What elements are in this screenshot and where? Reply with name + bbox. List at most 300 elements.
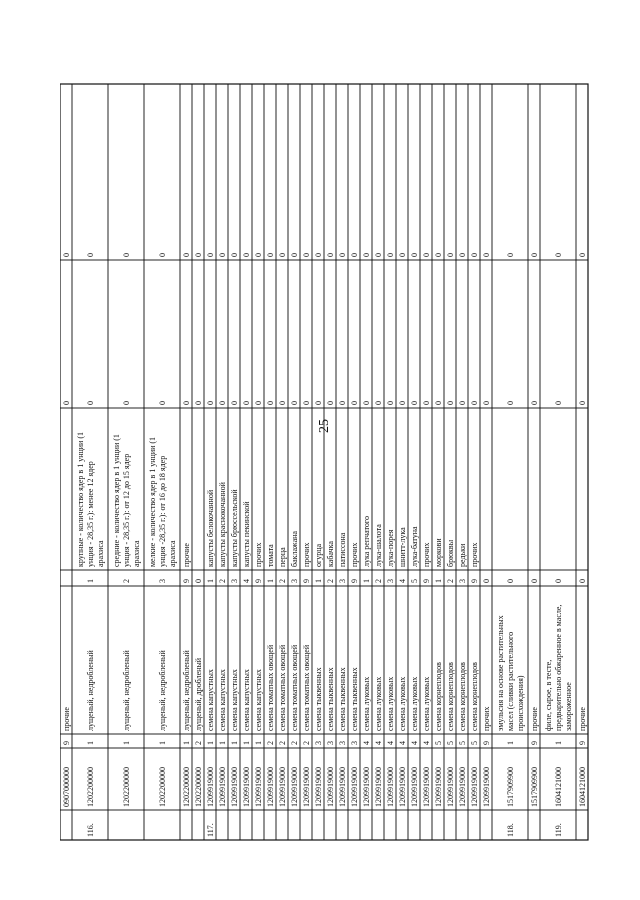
- cell-text-d: [398, 741, 407, 745]
- cell-text-sub: [422, 543, 431, 567]
- table-cell: [60, 260, 72, 408]
- cell-line: 3: [338, 741, 347, 745]
- cell-line: семена капустных: [206, 669, 215, 731]
- cell-text-v1: [302, 401, 311, 405]
- cell-line: прочие: [182, 543, 191, 567]
- cell-line: 5: [446, 741, 455, 745]
- cell-line: 1209919000: [254, 767, 263, 807]
- cell-line: 0: [206, 401, 215, 405]
- cell-text-d: [326, 741, 335, 745]
- table-cell: [408, 260, 420, 408]
- table-cell: [336, 810, 348, 840]
- table-cell: [180, 84, 192, 260]
- table-cell: [312, 260, 324, 408]
- cell-text-v1: [326, 401, 335, 405]
- cell-text-sub: [362, 516, 371, 567]
- cell-line: 1202200000: [122, 767, 131, 807]
- cell-text-d2: [350, 579, 359, 583]
- cell-line: 3: [386, 579, 395, 583]
- cell-line: 1: [86, 741, 95, 745]
- cell-text-v2: [62, 253, 71, 257]
- cell-line: лущеный, недробленый: [122, 650, 131, 731]
- table-cell: [540, 260, 576, 408]
- cell-text-code: [446, 767, 455, 807]
- cell-line: унция - 28,35 г.): менее 12 ядер: [86, 461, 95, 567]
- cell-line: 1202200000: [194, 767, 203, 807]
- table-cell: [180, 810, 192, 840]
- cell-text-name: [362, 677, 371, 731]
- cell-text-v1: [506, 401, 515, 405]
- cell-line: 1: [122, 741, 131, 745]
- cell-text-d: [374, 741, 383, 745]
- cell-line: 2: [218, 579, 227, 583]
- cell-line: 3: [314, 741, 323, 745]
- cell-text-v2: [290, 253, 299, 257]
- table-cell: [336, 260, 348, 408]
- cell-text-v1: [182, 401, 191, 405]
- cell-line: семена капустных: [254, 669, 263, 731]
- cell-line: 2: [290, 741, 299, 745]
- table-cell: [312, 84, 324, 260]
- table-cell: [480, 260, 492, 408]
- cell-text-code: [506, 767, 515, 807]
- cell-line: 1209919000: [326, 767, 335, 807]
- cell-line: унция - 28,35 г.): от 12 до 15 ядер: [122, 453, 131, 567]
- cell-line: 0: [362, 253, 371, 257]
- cell-line: 3: [290, 579, 299, 583]
- cell-text-code: [242, 767, 251, 807]
- cell-text-sub: [386, 529, 395, 567]
- table-cell: [384, 810, 396, 840]
- table-cell: [228, 84, 240, 260]
- cell-line: прочих: [254, 542, 263, 567]
- cell-text-v2: [278, 253, 287, 257]
- cell-line: 0: [506, 253, 515, 257]
- cell-text-d: [218, 741, 227, 745]
- cell-text-code: [482, 767, 491, 807]
- cell-text-no: [554, 823, 563, 837]
- cell-text-d: [230, 741, 239, 745]
- cell-text-name: [422, 677, 431, 731]
- cell-text-name: [62, 707, 71, 731]
- cell-line: капусты брюссельской: [230, 489, 239, 567]
- cell-text-sub: [458, 543, 467, 567]
- cell-line: арахиса: [132, 540, 141, 567]
- cell-text-d: [350, 741, 359, 745]
- cell-text-sub: [206, 489, 215, 567]
- cell-text-name: [398, 677, 407, 731]
- cell-text-d: [530, 741, 539, 745]
- cell-text-name: [242, 669, 251, 731]
- table-cell: [240, 84, 252, 260]
- cell-text-code: [194, 767, 203, 807]
- cell-line: 0: [374, 253, 383, 257]
- cell-text-sub: [278, 547, 287, 567]
- cell-line: шнитт-лука: [398, 527, 407, 567]
- cell-text-no: [206, 823, 215, 837]
- cell-line: лука-порея: [386, 529, 395, 567]
- cell-text-name: [314, 667, 323, 731]
- cell-text-v1: [434, 401, 443, 405]
- table-cell: [468, 84, 480, 260]
- table-cell: [108, 84, 144, 260]
- cell-text-sub: [230, 489, 239, 567]
- cell-line: 9: [350, 579, 359, 583]
- cell-line: семена капустных: [230, 669, 239, 731]
- cell-line: 0: [182, 401, 191, 405]
- cell-line: 1: [314, 579, 323, 583]
- cell-text-no: [506, 823, 515, 837]
- cell-line: 0: [434, 253, 443, 257]
- cell-line: 1209919000: [278, 767, 287, 807]
- cell-line: капусты пекинской: [242, 501, 251, 567]
- cell-line: 1209919000: [410, 767, 419, 807]
- table-cell: [60, 810, 72, 840]
- cell-line: 0: [530, 401, 539, 405]
- table-cell: [276, 408, 288, 570]
- table-cell: [276, 260, 288, 408]
- table-cell: [528, 810, 540, 840]
- cell-line: 119.: [554, 823, 563, 837]
- cell-line: 0: [350, 401, 359, 405]
- cell-text-d: [422, 741, 431, 745]
- cell-text-d: [158, 741, 167, 745]
- cell-text-v2: [422, 253, 431, 257]
- cell-line: филе, сырое, в тесте,: [544, 659, 553, 731]
- cell-text-v1: [386, 401, 395, 405]
- cell-text-d2: [398, 579, 407, 583]
- cell-text-sub: [76, 432, 105, 567]
- cell-line: 0: [302, 401, 311, 405]
- cell-text-name: [386, 677, 395, 731]
- cell-text-v2: [218, 253, 227, 257]
- cell-text-d2: [218, 579, 227, 583]
- cell-text-v1: [290, 401, 299, 405]
- cell-text-code: [86, 767, 95, 807]
- cell-line: 1: [206, 579, 215, 583]
- cell-line: 1209919000: [350, 767, 359, 807]
- cell-text-name: [86, 649, 95, 731]
- cell-line: капусты белокочанной: [206, 489, 215, 567]
- cell-line: 0: [578, 401, 587, 405]
- cell-line: 0: [470, 253, 479, 257]
- cell-text-d2: [266, 579, 275, 583]
- cell-line: 1: [434, 579, 443, 583]
- table-cell: [384, 260, 396, 408]
- cell-text-d2: [278, 579, 287, 583]
- cell-text-d: [434, 741, 443, 745]
- cell-text-d2: [302, 579, 311, 583]
- cell-line: лущеный, недробленый: [182, 650, 191, 731]
- cell-text-code: [470, 767, 479, 807]
- table-cell: [396, 260, 408, 408]
- cell-line: семена тыквенных: [314, 667, 323, 731]
- cell-text-d2: [446, 579, 455, 583]
- cell-text-d: [302, 741, 311, 745]
- table-cell: [408, 84, 420, 260]
- cell-line: 0: [338, 401, 347, 405]
- cell-line: лущеный, недробленый: [86, 650, 95, 731]
- cell-text-d: [254, 741, 263, 745]
- cell-line: 0: [266, 401, 275, 405]
- cell-line: 0: [194, 401, 203, 405]
- cell-text-code: [350, 767, 359, 807]
- cell-line: 0: [278, 253, 287, 257]
- cell-text-v1: [350, 401, 359, 405]
- cell-text-code: [362, 767, 371, 807]
- cell-line: 0: [446, 401, 455, 405]
- cell-text-code: [182, 767, 191, 807]
- cell-text-d2: [254, 579, 263, 583]
- cell-line: 2: [278, 741, 287, 745]
- cell-line: 1202200000: [182, 767, 191, 807]
- cell-text-d2: [578, 579, 587, 583]
- cell-text-code: [410, 767, 419, 807]
- table-cell: [336, 84, 348, 260]
- cell-line: 0: [422, 401, 431, 405]
- cell-text-sub: [374, 524, 383, 567]
- table-cell: [456, 84, 468, 260]
- cell-text-v1: [374, 401, 383, 405]
- cell-line: прочих: [482, 706, 491, 731]
- cell-text-v2: [434, 253, 443, 257]
- cell-line: лущеный, недробленый: [158, 650, 167, 731]
- table-cell: [192, 260, 204, 408]
- cell-text-v1: [62, 401, 71, 405]
- table-cell: [384, 84, 396, 260]
- cell-line: арахиса: [96, 540, 105, 567]
- cell-text-code: [422, 767, 431, 807]
- cell-text-d2: [86, 579, 95, 583]
- cell-line: 0: [374, 401, 383, 405]
- table-cell: [540, 408, 576, 570]
- cell-line: лущеный, дробленый: [194, 657, 203, 731]
- cell-line: 1209919000: [242, 767, 251, 807]
- table-cell: [60, 408, 72, 570]
- cell-line: 9: [302, 579, 311, 583]
- cell-text-name: [338, 667, 347, 731]
- cell-text-name: [544, 605, 573, 731]
- cell-line: 1: [554, 741, 563, 745]
- cell-text-v1: [218, 401, 227, 405]
- cell-text-v2: [350, 253, 359, 257]
- cell-line: 0: [482, 401, 491, 405]
- cell-text-name: [266, 644, 275, 731]
- cell-line: семена томатных овощей: [266, 644, 275, 731]
- cell-line: 0: [158, 401, 167, 405]
- cell-line: 3: [458, 579, 467, 583]
- table-cell: [456, 260, 468, 408]
- table-cell: [72, 260, 108, 408]
- cell-line: 1517909900: [506, 767, 515, 807]
- table-cell: [228, 810, 240, 840]
- cell-line: 1209919000: [302, 767, 311, 807]
- cell-text-v2: [122, 253, 131, 257]
- cell-text-name: [458, 662, 467, 731]
- table-svg: [60, 40, 620, 860]
- cell-text-v1: [278, 401, 287, 405]
- cell-text-d2: [506, 579, 515, 583]
- cell-text-name: [158, 649, 167, 731]
- table-cell: [288, 810, 300, 840]
- cell-text-d: [290, 741, 299, 745]
- cell-line: лука репчатого: [362, 516, 371, 567]
- cell-line: 5: [470, 741, 479, 745]
- cell-text-v2: [230, 253, 239, 257]
- cell-line: 1: [242, 741, 251, 745]
- cell-line: 0: [218, 401, 227, 405]
- cell-text-v2: [338, 253, 347, 257]
- cell-text-sub: [446, 539, 455, 567]
- table-cell: [348, 260, 360, 408]
- cell-line: семена луковых: [398, 676, 407, 731]
- cell-text-v1: [194, 401, 203, 405]
- table-cell: [192, 84, 204, 260]
- table-cell: [72, 84, 108, 260]
- cell-line: 4: [362, 741, 371, 745]
- cell-line: 0: [326, 401, 335, 405]
- table-cell: [300, 810, 312, 840]
- cell-line: 0: [554, 253, 563, 257]
- cell-line: семена корнеплодов: [446, 662, 455, 731]
- cell-text-v2: [530, 253, 539, 257]
- cell-line: брюквы: [446, 539, 455, 567]
- cell-text-d: [242, 741, 251, 745]
- cell-line: капусты краснокочанной: [218, 482, 227, 567]
- cell-line: семена луковых: [410, 676, 419, 731]
- cell-text-v2: [314, 253, 323, 257]
- cell-text-code: [398, 767, 407, 807]
- table-cell: [108, 810, 144, 840]
- cell-line: 0: [302, 253, 311, 257]
- cell-text-d2: [206, 579, 215, 583]
- cell-line: 0: [206, 253, 215, 257]
- cell-text-d2: [326, 579, 335, 583]
- cell-text-v2: [326, 253, 335, 257]
- cell-line: патиссона: [338, 532, 347, 567]
- cell-text-v1: [122, 401, 131, 405]
- table-cell: [252, 260, 264, 408]
- cell-line: 9: [182, 579, 191, 583]
- table-cell: [360, 260, 372, 408]
- cell-text-v2: [554, 253, 563, 257]
- table-cell: [492, 84, 528, 260]
- cell-text-d: [338, 741, 347, 745]
- cell-line: 3: [158, 579, 167, 583]
- cell-text-v2: [578, 253, 587, 257]
- cell-text-v1: [206, 401, 215, 405]
- cell-text-name: [302, 644, 311, 731]
- cell-line: лука-батуна: [410, 526, 419, 567]
- cell-text-sub: [182, 543, 191, 567]
- cell-line: баклажана: [290, 531, 299, 567]
- cell-line: семена луковых: [362, 676, 371, 731]
- cell-line: 0: [554, 401, 563, 405]
- table-cell: [276, 810, 288, 840]
- table-cell: [576, 260, 588, 408]
- table-cell: [444, 810, 456, 840]
- cell-text-d2: [230, 579, 239, 583]
- cell-line: 2: [194, 741, 203, 745]
- cell-line: 3: [326, 741, 335, 745]
- cell-text-d: [86, 741, 95, 745]
- cell-text-v1: [158, 401, 167, 405]
- cell-text-d2: [530, 579, 539, 583]
- cell-text-d: [266, 741, 275, 745]
- cell-line: 1209919000: [206, 767, 215, 807]
- cell-text-name: [434, 662, 443, 731]
- cell-text-d: [314, 741, 323, 745]
- cell-text-v2: [470, 253, 479, 257]
- cell-text-d: [194, 741, 203, 745]
- cell-line: семена капустных: [242, 669, 251, 731]
- cell-line: крупные - количество ядер в 1 унции (1: [76, 432, 85, 567]
- cell-line: 117.: [206, 823, 215, 837]
- cell-line: 0: [314, 253, 323, 257]
- cell-text-d2: [194, 579, 203, 583]
- cell-text-name: [122, 649, 131, 731]
- cell-line: 1209919000: [482, 767, 491, 807]
- cell-text-code: [206, 767, 215, 807]
- table-cell: [324, 84, 336, 260]
- cell-text-code: [386, 767, 395, 807]
- cell-text-v1: [398, 401, 407, 405]
- cell-text-v1: [86, 401, 95, 405]
- cell-text-v2: [482, 253, 491, 257]
- cell-text-d2: [338, 579, 347, 583]
- cell-text-d2: [242, 579, 251, 583]
- cell-text-v1: [230, 401, 239, 405]
- cell-line: прочих: [422, 542, 431, 567]
- cell-text-code: [458, 767, 467, 807]
- cell-text-d: [362, 741, 371, 745]
- cell-line: происхождения): [516, 675, 525, 731]
- cell-text-d2: [362, 579, 371, 583]
- cell-text-v2: [182, 253, 191, 257]
- cell-line: предварительно обжаренное в масле,: [554, 604, 563, 731]
- cell-text-v2: [446, 253, 455, 257]
- cell-line: 118.: [506, 823, 515, 837]
- cell-line: унция -28,35 г.): от 16 до 18 ядер: [158, 455, 167, 567]
- cell-text-sub: [302, 543, 311, 567]
- cell-text-code: [302, 767, 311, 807]
- cell-line: 1517909900: [530, 767, 539, 807]
- table-cell: [312, 810, 324, 840]
- table-cell: [216, 84, 228, 260]
- cell-line: семена луковых: [422, 676, 431, 731]
- table-cell: [240, 260, 252, 408]
- cell-text-name: [218, 669, 227, 731]
- cell-line: 0: [242, 401, 251, 405]
- table-cell: [264, 84, 276, 260]
- cell-text-sub: [218, 481, 227, 567]
- cell-text-sub: [242, 501, 251, 567]
- cell-text-v1: [314, 401, 323, 405]
- cell-text-sub: [148, 437, 177, 567]
- table-cell: [240, 810, 252, 840]
- cell-line: 0: [194, 579, 203, 583]
- cell-text-d2: [314, 579, 323, 583]
- cell-text-sub: [314, 543, 323, 567]
- table-cell: [528, 408, 540, 570]
- cell-line: 1209919000: [230, 767, 239, 807]
- cell-line: 3: [350, 741, 359, 745]
- cell-line: 9: [482, 741, 491, 745]
- cell-text-sub: [410, 526, 419, 567]
- cell-text-code: [374, 767, 383, 807]
- cell-line: 2: [326, 579, 335, 583]
- cell-line: 4: [410, 741, 419, 745]
